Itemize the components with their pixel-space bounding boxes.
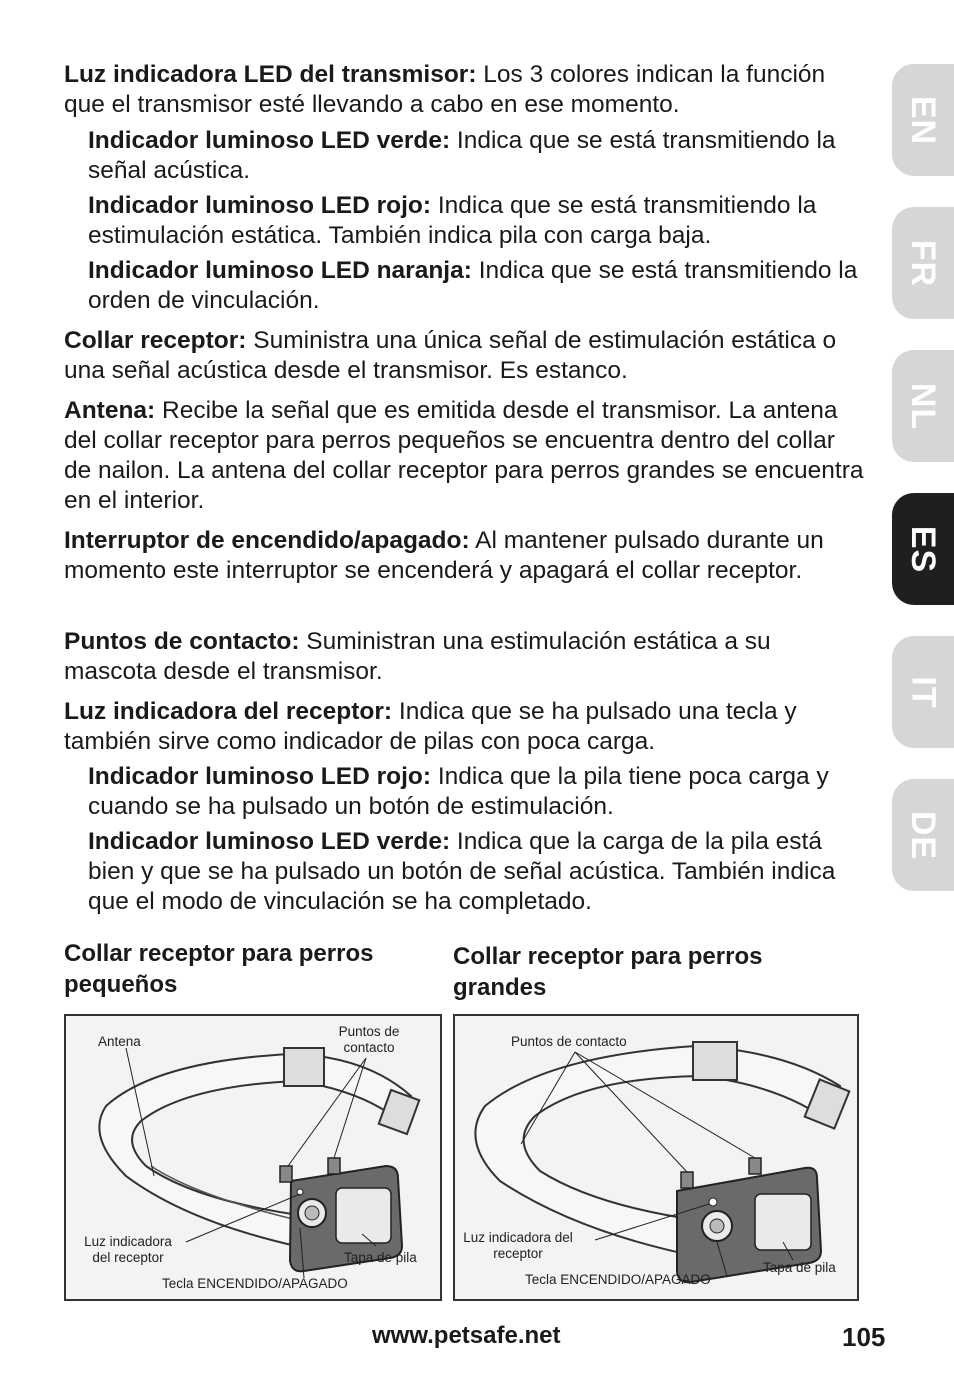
label-battery-cap: Tapa de pila [344, 1250, 417, 1265]
label-contact-points: Puntos de contacto [511, 1034, 627, 1049]
language-tab-nl[interactable] [892, 350, 954, 462]
receiver-led [709, 1198, 717, 1206]
definition: Suministran una estimulación estática a su mascota desde el transmisor. [64, 628, 771, 685]
paragraph-power-switch [64, 526, 864, 586]
paragraph-red-led [88, 191, 864, 251]
definition: Indica que la pila tiene poca carga y cuando se ha pulsado un botón de estimulación. [88, 763, 829, 820]
tab-label: DE [904, 810, 943, 860]
label-receiver-indicator: Luz indicadora del receptor [463, 1230, 573, 1261]
battery-cap [755, 1194, 811, 1250]
term: Indicador luminoso LED rojo: [88, 763, 431, 790]
label-receiver-indicator: Luz indicadora del receptor [84, 1234, 172, 1265]
term: Luz indicadora LED del transmisor: [64, 61, 477, 88]
paragraph-receiver-red-led [88, 762, 864, 822]
definition: Al mantener pulsado durante un momento este interruptor se encenderá y apagará el collar receptor. [64, 527, 824, 584]
term: Antena: [64, 397, 156, 424]
term: Indicador luminoso LED rojo: [88, 192, 431, 219]
tab-label: IT [904, 675, 943, 709]
paragraph-orange-led [88, 256, 864, 316]
paragraph-contact-points [64, 627, 864, 687]
definition: Suministra una única señal de estimulación estática o una señal acústica desde el transmisor. Es estanco. [64, 327, 837, 384]
language-tab-fr[interactable] [892, 207, 954, 319]
term: Luz indicadora del receptor: [64, 698, 393, 725]
page-number: 105 [842, 1322, 886, 1352]
paragraph-receiver-collar [64, 326, 864, 386]
term: Indicador luminoso LED naranja: [88, 257, 472, 284]
term: Puntos de contacto: [64, 628, 300, 655]
tab-label: FR [904, 239, 943, 287]
label-power-key: Tecla ENCENDIDO/APAGADO [162, 1276, 348, 1291]
language-tab-en[interactable] [892, 64, 954, 176]
definition: Recibe la señal que es emitida desde el transmisor. La antena del collar receptor para perros pequeños se encuentra dentro del collar de nailon. La antena del collar receptor para perros grandes se encuentra en el interior. [64, 397, 864, 514]
definition: Indica que se está transmitiendo la orden de vinculación. [88, 257, 858, 314]
figure-title-large-dogs: Collar receptor para perros grandes [453, 943, 763, 1001]
term: Indicador luminoso LED verde: [88, 127, 451, 154]
definition: Los 3 colores indican la función que el transmisor esté llevando a cabo en ese momento. [64, 61, 826, 118]
figure-title-small-dogs: Collar receptor para perros pequeños [64, 940, 374, 998]
paragraph-green-led [88, 126, 864, 186]
definition: Indica que se está transmitiendo la estimulación estática. También indica pila con carga baja. [88, 192, 817, 249]
small-collar-illustration [64, 1014, 442, 1301]
paragraph-antenna [64, 396, 864, 516]
language-tab-it[interactable] [892, 636, 954, 748]
term: Collar receptor: [64, 327, 247, 354]
paragraph-receiver-indicator [64, 697, 864, 757]
tab-label: ES [904, 525, 943, 573]
tab-label: NL [904, 382, 943, 430]
label-antenna: Antena [98, 1034, 141, 1049]
definition: Indica que se está transmitiendo la señal acústica. [88, 127, 836, 184]
label-power-key: Tecla ENCENDIDO/APAGADO [525, 1272, 711, 1287]
footer-website[interactable]: www.petsafe.net [372, 1322, 561, 1349]
tab-label: EN [904, 95, 943, 145]
term: Indicador luminoso LED verde: [88, 828, 451, 855]
language-tab-es[interactable] [892, 493, 954, 605]
large-collar-illustration [453, 1014, 859, 1301]
paragraph-receiver-green-led [88, 827, 864, 917]
definition: Indica que se ha pulsado una tecla y también sirve como indicador de pilas con poca carga. [64, 698, 797, 755]
label-contact-points: Puntos de contacto [338, 1024, 400, 1055]
label-battery-cap: Tapa de pila [763, 1260, 836, 1275]
definition: Indica que la carga de la pila está bien y que se ha pulsado un botón de señal acústica. También indica que el modo de vinculación se ha completado. [88, 828, 836, 915]
term: Interruptor de encendido/apagado: [64, 527, 470, 554]
language-tab-de[interactable] [892, 779, 954, 891]
paragraph-transmitter-led [64, 60, 864, 120]
